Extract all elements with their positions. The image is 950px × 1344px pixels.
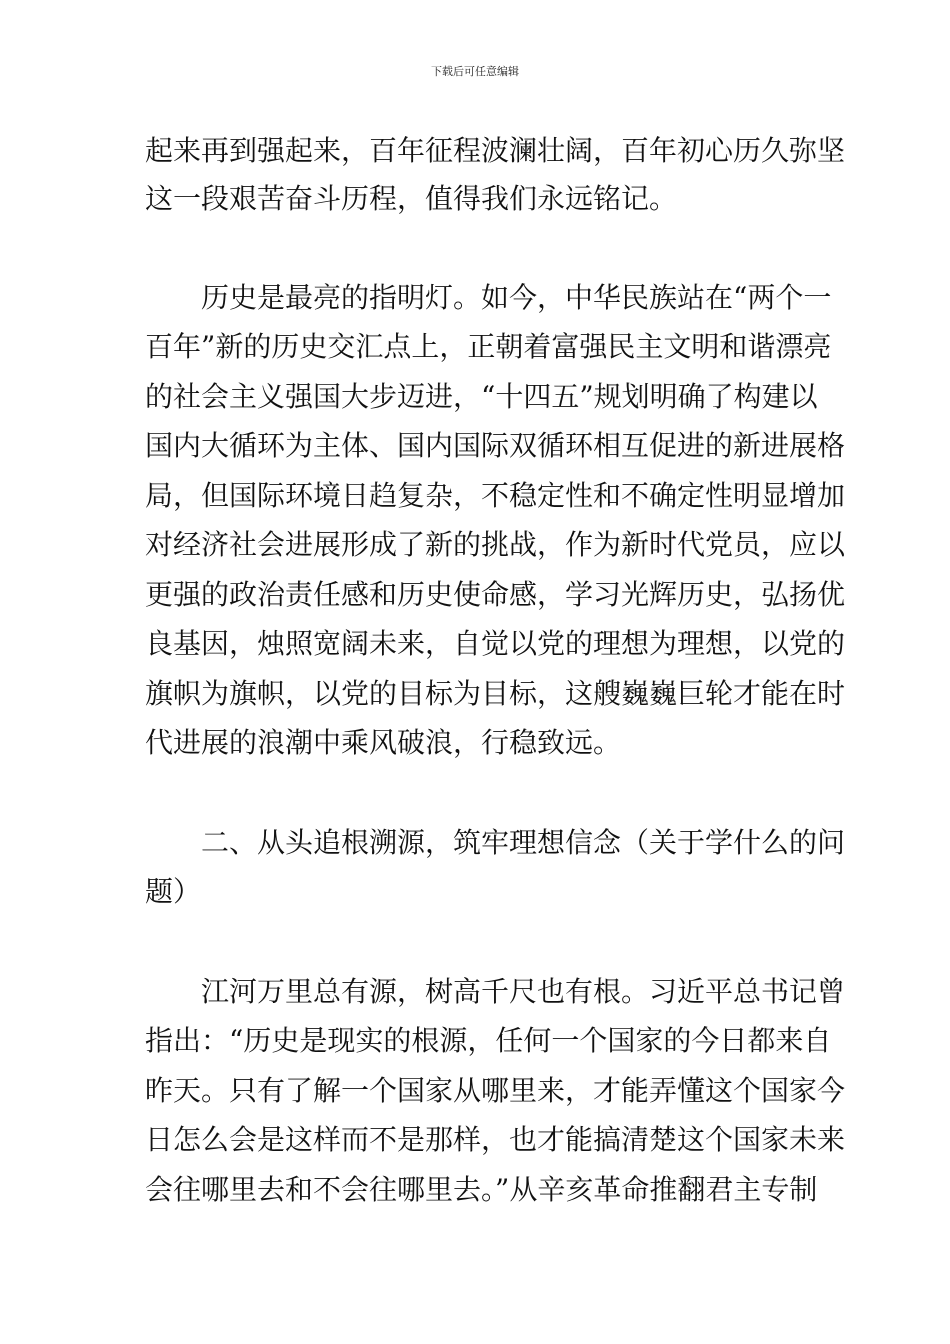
p2-line-1: 历史是最亮的指明灯。如今，中华民族站在“两个一 xyxy=(145,281,832,314)
p1-line-1: 起来再到强起来，百年征程波澜壮阔，百年初心历久弥坚 xyxy=(145,134,846,167)
p3-line-1: 江河万里总有源，树高千尺也有根。习近平总书记曾 xyxy=(145,975,846,1008)
p2-line-10: 代进展的浪潮中乘风破浪，行稳致远。 xyxy=(145,726,622,759)
p2-line-8: 良基因，烛照宽阔未来，自觉以党的理想为理想，以党的 xyxy=(145,627,846,660)
page-header: 下载后可任意编辑 xyxy=(431,65,519,78)
p2-line-3: 的社会主义强国大步迈进，“十四五”规划明确了构建以 xyxy=(145,380,818,413)
section-heading-line-1: 二、从头追根溯源，筑牢理想信念（关于学什么的问 xyxy=(145,826,846,859)
p3-line-3: 昨天。只有了解一个国家从哪里来，才能弄懂这个国家今 xyxy=(145,1074,846,1107)
p2-line-9: 旗帜为旗帜，以党的目标为目标，这艘巍巍巨轮才能在时 xyxy=(145,677,846,710)
p1-line-2: 这一段艰苦奋斗历程，值得我们永远铭记。 xyxy=(145,182,678,215)
section-heading-line-2: 题） xyxy=(145,875,202,908)
p2-line-7: 更强的政治责任感和历史使命感，学习光辉历史，弘扬优 xyxy=(145,578,846,611)
p3-line-5: 会往哪里去和不会往哪里去。”从辛亥革命推翻君主专制 xyxy=(145,1173,818,1206)
p2-line-2: 百年”新的历史交汇点上，正朝着富强民主文明和谐漂亮 xyxy=(145,330,832,363)
p3-line-4: 日怎么会是这样而不是那样，也才能搞清楚这个国家未来 xyxy=(145,1123,846,1156)
p2-line-4: 国内大循环为主体、国内国际双循环相互促进的新进展格 xyxy=(145,429,846,462)
p2-line-6: 对经济社会进展形成了新的挑战，作为新时代党员，应以 xyxy=(145,528,846,561)
p3-line-2: 指出：“历史是现实的根源，任何一个国家的今日都来自 xyxy=(145,1024,832,1057)
p2-line-5: 局，但国际环境日趋复杂，不稳定性和不确定性明显增加 xyxy=(145,479,846,512)
